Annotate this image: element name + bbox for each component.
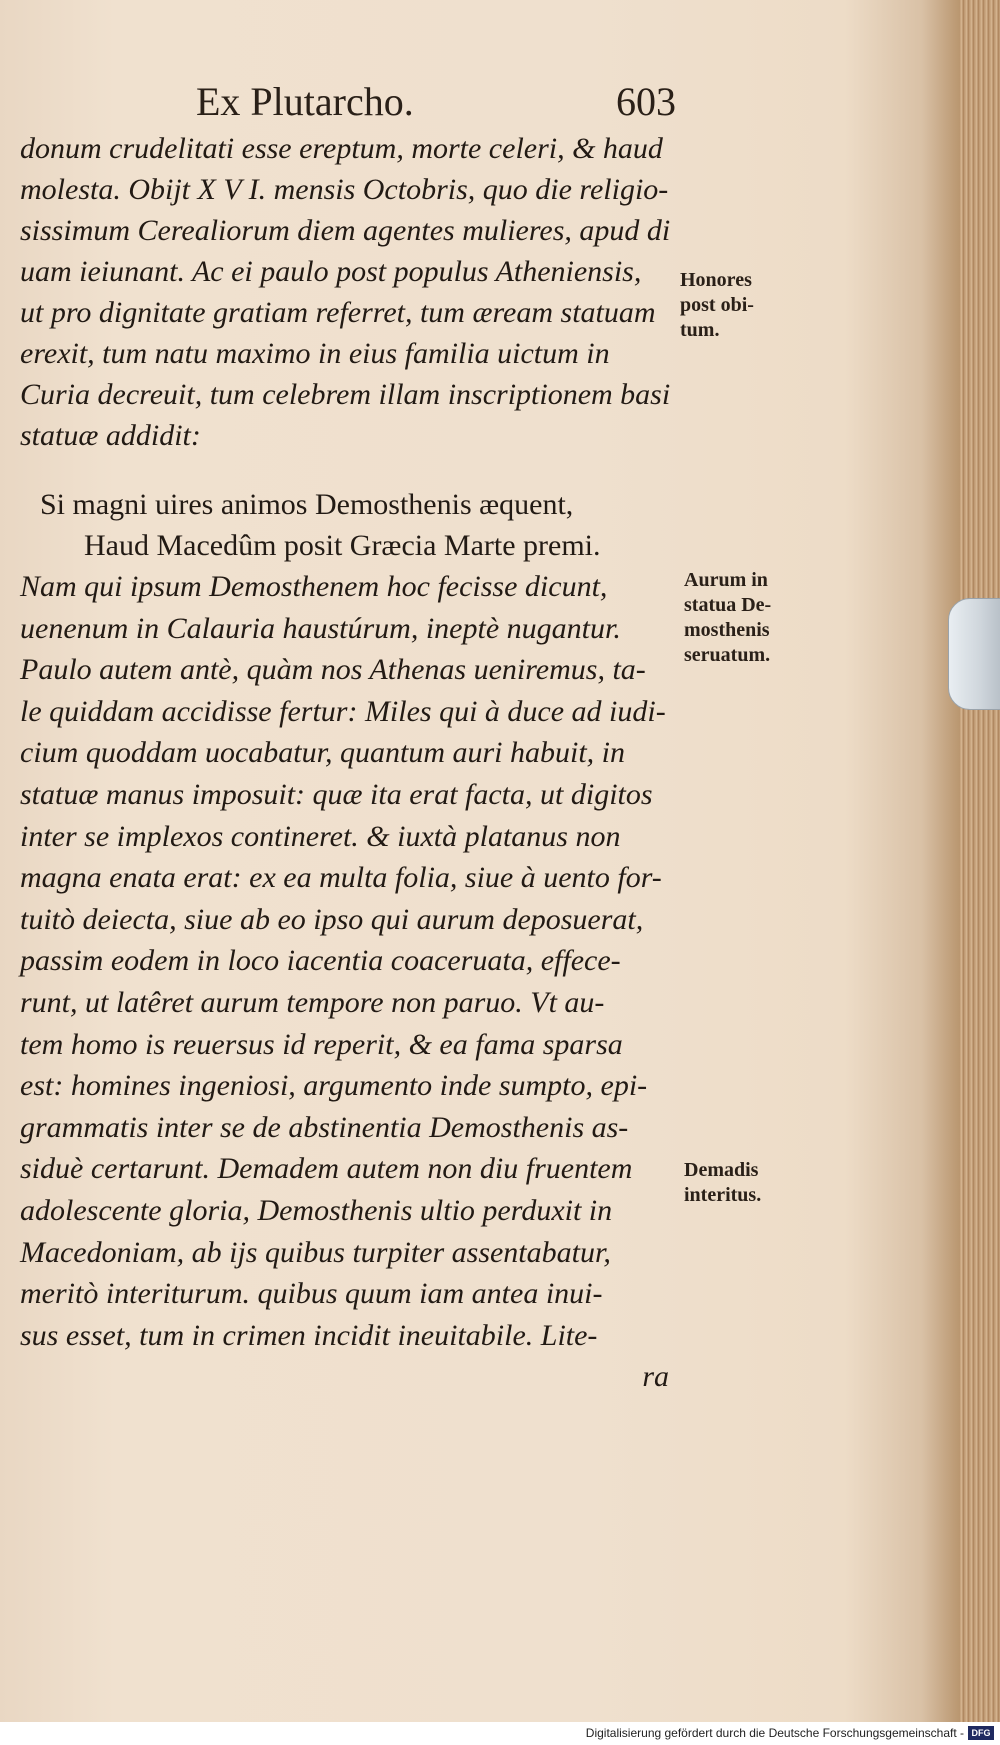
- text-line: tem homo is reuersus id reperit, & ea fama sparsa: [20, 1027, 623, 1061]
- text-line: Macedoniam, ab ijs quibus turpiter assentabatur,: [20, 1235, 611, 1269]
- text-line: adolescente gloria, Demosthenis ultio perduxit in: [20, 1193, 613, 1227]
- epigram-verse: [40, 484, 680, 566]
- book-clip: [948, 598, 1000, 710]
- page-header: [196, 78, 676, 128]
- text-line: magna enata erat: ex ea multa folia, siue à uento for-: [20, 861, 662, 895]
- margin-note-demadis: [684, 1158, 761, 1208]
- margin-note-line: Honores: [680, 269, 752, 291]
- text-line: siduè certarunt. Demadem autem non diu fruentem: [20, 1152, 633, 1186]
- text-line: Paulo autem antè, quàm nos Athenas ueniremus, ta-: [20, 653, 646, 687]
- text-line: statuæ addidit:: [20, 419, 201, 452]
- verse-line: Haud Macedûm posit Græcia Marte premi.: [84, 529, 601, 562]
- margin-note-line: seruatum.: [684, 644, 771, 666]
- footer-bar: [0, 1722, 1000, 1745]
- margin-note-line: statua De-: [684, 594, 772, 616]
- text-line: Nam qui ipsum Demosthenem hoc fecisse dicunt,: [20, 570, 608, 603]
- text-line: molesta. Obijt X V I. mensis Octobris, quo die religio-: [20, 173, 669, 206]
- margin-note-line: tum.: [680, 319, 720, 341]
- text-line: ut pro dignitate gratiam referret, tum æream statuam: [20, 296, 656, 329]
- text-line: donum crudelitati esse ereptum, morte celeri, & haud: [20, 132, 663, 165]
- dfg-logo-icon: DFG: [968, 1726, 994, 1740]
- text-line: cium quoddam uocabatur, quantum auri habuit, in: [20, 736, 625, 770]
- text-line: sus esset, tum in crimen incidit ineuitabile. Lite-: [20, 1318, 598, 1352]
- text-line: tuitò deiecta, siue ab eo ipso qui aurum deposuerat,: [20, 902, 644, 936]
- text-line: sissimum Cerealiorum diem agentes mulieres, apud di: [20, 214, 671, 247]
- verse-line: Si magni uires animos Demosthenis æquent,: [40, 488, 574, 521]
- text-line: runt, ut latêret aurum tempore non paruo. Vt au-: [20, 985, 605, 1019]
- page-edges: [960, 0, 1000, 1722]
- text-line: erexit, tum natu maximo in eius familia uictum in: [20, 337, 610, 370]
- text-line: statuæ manus imposuit: quæ ita erat facta, ut digitos: [20, 777, 653, 811]
- text-line: le quiddam accidisse fertur: Miles qui à duce ad iudi-: [20, 694, 666, 728]
- text-line: est: homines ingeniosi, argumento inde sumpto, epi-: [20, 1069, 648, 1103]
- margin-note-line: interitus.: [684, 1184, 762, 1206]
- body-text-upper: [20, 128, 675, 456]
- margin-note-line: post obi-: [680, 294, 754, 316]
- margin-note-line: Demadis: [684, 1159, 759, 1181]
- text-line: meritò interiturum. quibus quum iam antea inui-: [20, 1277, 603, 1311]
- body-text-lower: [20, 566, 675, 1398]
- text-line: uenenum in Calauria haustúrum, ineptè nugantur.: [20, 611, 621, 645]
- margin-note-line: mosthenis: [684, 619, 770, 641]
- text-line: Curia decreuit, tum celebrem illam inscriptionem basi: [20, 378, 671, 411]
- text-line: grammatis inter se de abstinentia Demosthenis as-: [20, 1110, 629, 1144]
- margin-note-aurum: [684, 568, 771, 668]
- margin-note-line: Aurum in: [684, 569, 768, 591]
- text-line: inter se implexos contineret. & iuxtà platanus non: [20, 819, 621, 853]
- funding-credit: Digitalisierung gefördert durch die Deutsche Forschungsgemeinschaft -: [585, 1726, 964, 1740]
- text-line: passim eodem in loco iacentia coaceruata, effece-: [20, 944, 621, 978]
- running-head: Ex Plutarcho.: [196, 79, 414, 124]
- catchword: ra: [642, 1360, 669, 1394]
- text-line: uam ieiunant. Ac ei paulo post populus Atheniensis,: [20, 255, 642, 288]
- margin-note-honores: [680, 268, 754, 343]
- page-number: 603: [616, 79, 676, 124]
